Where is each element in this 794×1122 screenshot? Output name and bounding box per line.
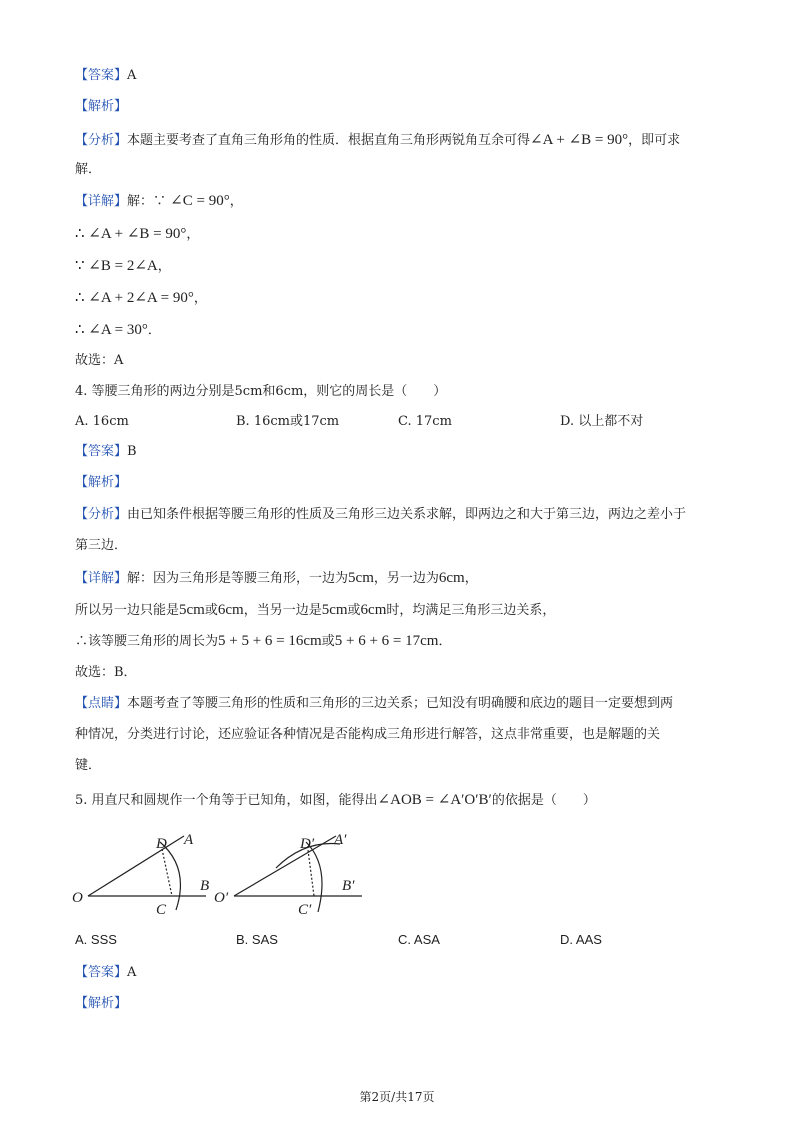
detail-text: 或: [204, 603, 218, 618]
step-end: ，: [186, 227, 200, 242]
detail-text: ，当另一边是: [243, 603, 322, 618]
fenxi-tag: 【分析】: [75, 507, 128, 522]
fenxi-tag: 【分析】: [75, 133, 128, 148]
detail-text: ∴该等腰三角形的周长为: [75, 634, 219, 649]
detail-lead: 解：∵: [127, 194, 167, 209]
point-label-d-prime: D′: [300, 836, 315, 852]
detail-text: 所以另一边只能是: [75, 603, 180, 618]
math-term: 5cm: [348, 570, 374, 586]
q4-dianjing-line-3: [75, 756, 101, 776]
math-step: ∠C = 90°: [170, 193, 230, 209]
q3-choose: [75, 351, 123, 371]
point-label-c-prime: C′: [298, 902, 312, 918]
answer-tag: 【答案】: [75, 444, 128, 459]
q3-step-2: [75, 224, 199, 245]
q3-fenxi-line: [75, 130, 680, 151]
figure-angle-aob: [66, 826, 216, 916]
ray-o1a1: [234, 836, 336, 896]
ray-oa: [88, 836, 184, 896]
q4-option-d[interactable]: D. 以上都不对: [560, 414, 644, 429]
math-term: 6cm: [360, 602, 387, 618]
q4-option-a[interactable]: A. 16cm: [75, 414, 129, 429]
q3-step-5: [75, 320, 161, 341]
detail-text: 时，均满足三角形三边关系，: [386, 603, 556, 618]
math-step: ∴ ∠A + ∠B = 90°: [75, 226, 187, 242]
q4-stem: [75, 382, 446, 402]
step-end: ，: [193, 291, 207, 306]
detail-tag: 【详解】: [75, 194, 128, 209]
point-label-b: B: [200, 878, 210, 894]
q5-stem: [75, 790, 596, 811]
fenxi-text: 本题主要考查了直角三角形角的性质．根据直角三角形两锐角互余可得: [127, 133, 531, 148]
analysis-tag: 【解析】: [75, 475, 128, 490]
q4-analysis-tag: [75, 473, 127, 493]
q4-dianjing-line-1: [75, 694, 673, 714]
q5-analysis-tag: [75, 994, 127, 1014]
q4-detail-line-3: [75, 631, 451, 652]
q3-detail-line: [75, 191, 243, 212]
q4-option-b[interactable]: B. 16cm或17cm: [236, 414, 340, 429]
dianjing-tag: 【点睛】: [75, 696, 128, 711]
page-footer: 第2页/共17页: [359, 1090, 435, 1104]
point-label-c: C: [156, 902, 167, 916]
dashed-segment-c1d1: [308, 850, 314, 896]
q4-answer-line: [75, 442, 137, 462]
dianjing-text: 本题考查了等腰三角形的性质和三角形的三边关系；已知没有明确腰和底边的题目一定要想到两: [127, 696, 674, 711]
point-label-o-prime: O′: [214, 890, 229, 906]
q3-answer-line: [75, 66, 136, 86]
choose-text: 故选：A: [75, 353, 124, 368]
answer-value: A: [127, 965, 137, 980]
stem-math: ∠AOB = ∠A′O′B′: [377, 792, 492, 808]
answer-tag: 【答案】: [75, 68, 128, 83]
figure-angle-a1o1b1: [214, 826, 374, 918]
q3-step-4: [75, 288, 207, 309]
q4-fenxi-line: [75, 505, 686, 525]
fenxi-text: 由已知条件根据等腰三角形的性质及三角形三边关系求解，即两边之和大于第三边，两边之差小于: [127, 507, 687, 522]
question-stem: 4. 等腰三角形的两边分别是5cm和6cm，则它的周长是（ ）: [75, 384, 447, 399]
question-stem: 5. 用直尺和圆规作一个角等于已知角，如图，能得出: [75, 793, 378, 808]
math-step: ∵ ∠B = 2∠A: [75, 258, 158, 274]
point-label-d: D: [156, 836, 167, 852]
q5-option-b[interactable]: B. SAS: [236, 932, 278, 947]
point-label-o: O: [72, 890, 83, 906]
q5-answer-line: [75, 963, 136, 983]
math-term: 5cm: [321, 602, 348, 618]
point-label-b-prime: B′: [342, 878, 355, 894]
q4-dianjing-line-2: [75, 725, 660, 745]
q3-step-3: [75, 256, 171, 277]
q5-option-d[interactable]: D. AAS: [560, 932, 602, 947]
q5-option-a[interactable]: A. SSS: [75, 932, 117, 947]
detail-text: ，另一边为: [373, 571, 439, 586]
detail-text: ，: [464, 571, 478, 586]
dashed-segment-cd: [162, 849, 172, 896]
arc-cd: [160, 842, 180, 910]
fenxi-text-cont: 解．: [75, 162, 102, 177]
detail-tag: 【详解】: [75, 571, 128, 586]
fenxi-text-end: ，即可求: [628, 133, 681, 148]
detail-text: 或: [321, 634, 335, 649]
detail-text: ．: [438, 634, 452, 649]
step-end: ．: [147, 323, 161, 338]
fenxi-text-cont: 第三边．: [75, 538, 128, 553]
answer-value: B: [127, 444, 137, 459]
choose-text: 故选：B．: [75, 665, 137, 680]
answer-value: A: [127, 68, 137, 83]
q4-detail-line-1: [75, 568, 478, 589]
math-term: 5cm: [179, 602, 205, 618]
fenxi-math: ∠A + ∠B = 90°: [530, 132, 629, 148]
detail-text: 或: [347, 603, 361, 618]
math-term: 6cm: [438, 570, 465, 586]
point-label-a: A: [184, 832, 194, 848]
math-step: ∴ ∠A = 30°: [75, 322, 148, 338]
q4-detail-line-2: [75, 600, 555, 621]
math-step: ∴ ∠A + 2∠A = 90°: [75, 290, 194, 306]
answer-tag: 【答案】: [75, 965, 128, 980]
dianjing-text: 种情况，分类进行讨论，还应验证各种情况是否能构成三角形进行解答，这点非常重要，也是解题的关: [75, 727, 661, 742]
analysis-tag: 【解析】: [75, 99, 128, 114]
step-end: ，: [229, 194, 243, 209]
point-label-a-prime: A′: [334, 832, 347, 848]
step-end: ，: [157, 259, 171, 274]
q5-option-c[interactable]: C. ASA: [398, 932, 440, 947]
dianjing-text: 键．: [75, 758, 102, 773]
q4-fenxi-line-2: [75, 536, 127, 556]
math-term: 6cm: [217, 602, 244, 618]
math-term: 5 + 5 + 6 = 16cm: [218, 633, 322, 649]
math-term: 5 + 6 + 6 = 17cm: [334, 633, 439, 649]
question-stem-end: 的依据是（ ）: [491, 793, 596, 808]
q4-choose: [75, 663, 137, 683]
q4-option-c[interactable]: C. 17cm: [398, 414, 452, 429]
q3-analysis-tag: [75, 97, 127, 117]
q3-fenxi-line-2: [75, 160, 101, 180]
analysis-tag: 【解析】: [75, 996, 128, 1011]
detail-text: 解：因为三角形是等腰三角形，一边为: [127, 571, 349, 586]
